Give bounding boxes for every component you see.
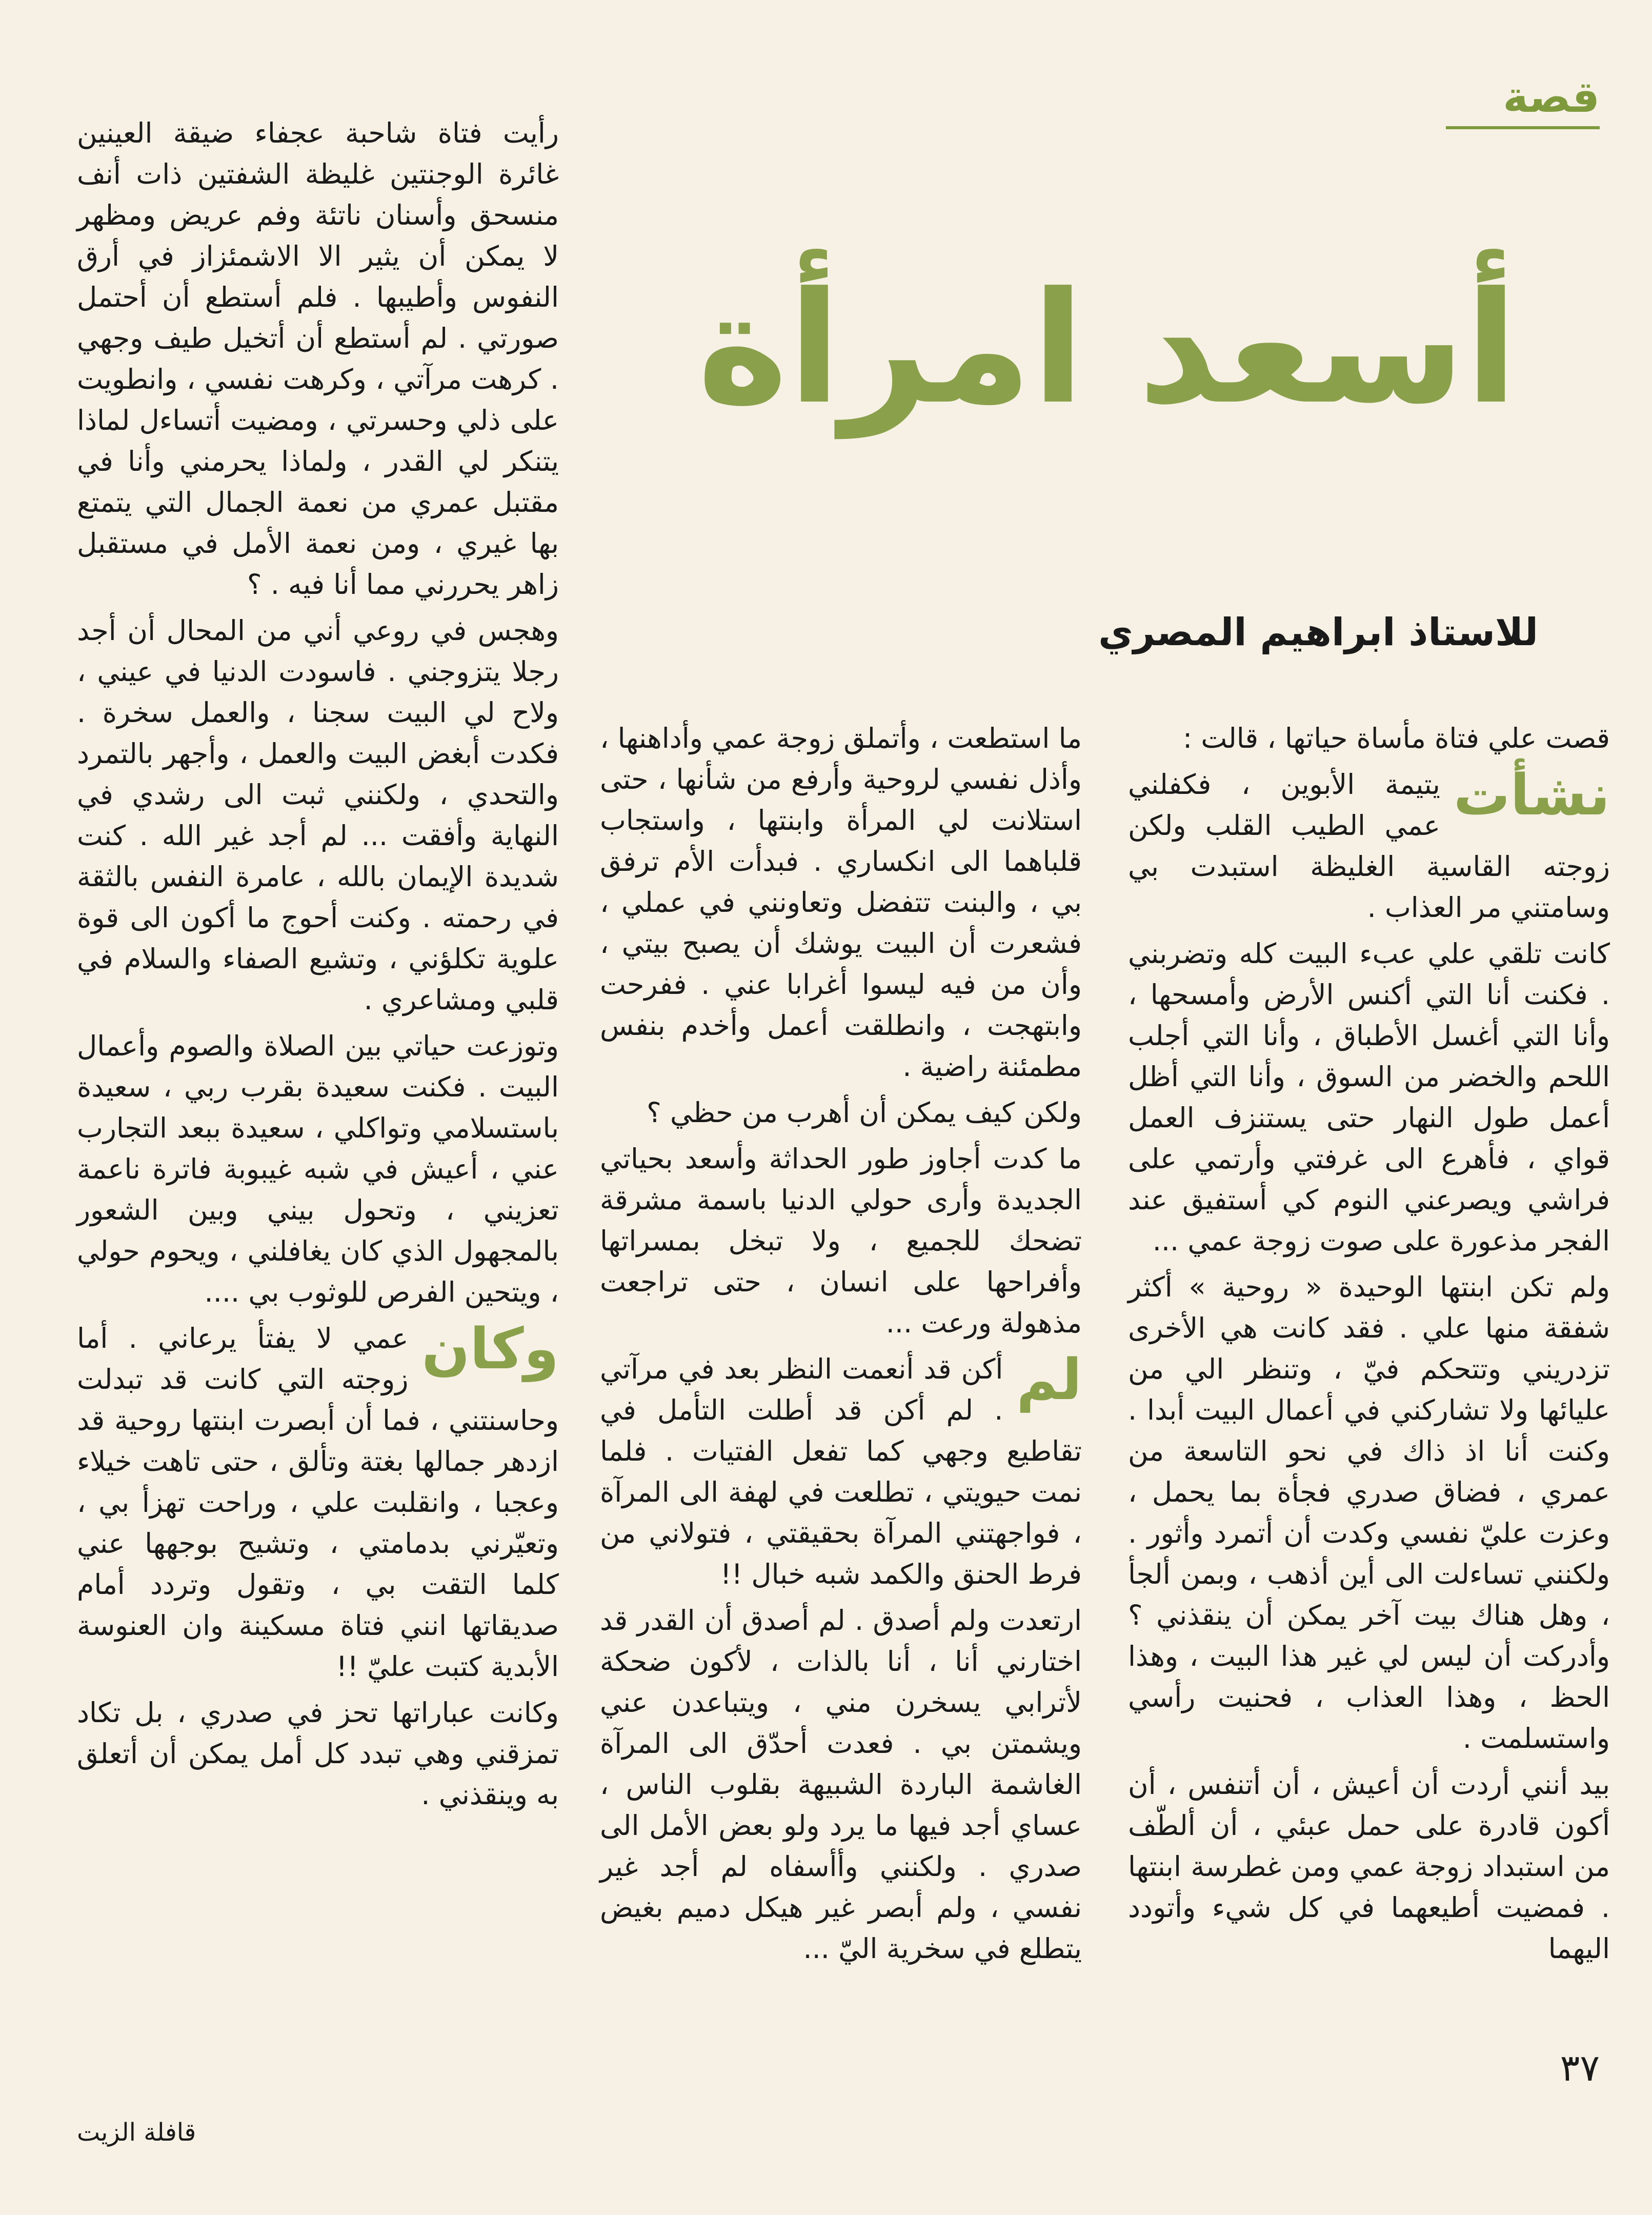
paragraph: نشأت يتيمة الأبوين ، فكفلني عمي الطيب القلب ولكن زوجته القاسية الغليظة استبدت بي وسامتني مر العذاب . (1128, 762, 1610, 924)
magazine-name-footer: قافلة الزيت (77, 2118, 196, 2147)
column-left (77, 113, 559, 1821)
page-number: ٣٧ (1560, 2046, 1600, 2089)
paragraph: قصت علي فتاة مأساة حياتها ، قالت : (1182, 722, 1610, 754)
paragraph: ما كدت أجاوز طور الحداثة وأسعد بحياتي الجديدة وأرى حولي الدنيا باسمة مشرقة تضحك للجميع ، ولا تبخل بمسراتها وأفراحها على انسان ، حتى تراجعت مذهولة ورعت ... (600, 1143, 1082, 1339)
paragraph: بيد أنني أردت أن أعيش ، أن أتنفس ، أن أكون قادرة على حمل عبئي ، أن ألطّف من استبداد زوجة عمي ومن غطرسة ابنتها . فمضيت أطيعهما في كل شيء وأتودد اليهما (1128, 1768, 1610, 1965)
dropcap-word: وكان (421, 1316, 559, 1382)
paragraph: وكانت عباراتها تحز في صدري ، بل تكاد تمزقني وهي تبدد كل أمل يمكن أن أتعلق به وينقذني . (77, 1697, 559, 1811)
paragraph: كانت تلقي علي عبء البيت كله وتضربني . فكنت أنا التي أكنس الأرض وأمسحها ، وأنا التي أغسل الأطباق ، وأنا التي أجلب اللحم والخضر من السوق ، وأنا التي أظل أعمل طول النهار حتى يستنزف العمل قواي ، فأهرع الى غرفتي وأرتمي على فراشي ويصرعني النوم كي أستفيق عند الفجر مذعورة على صوت زوجة عمي ... (1128, 937, 1610, 1257)
paragraph: وتوزعت حياتي بين الصلاة والصوم وأعمال البيت . فكنت سعيدة بقرب ربي ، سعيدة باستسلامي وتواكلي ، سعيدة ببعد التجارب عني ، أعيش في شبه غيبوبة فاترة ناعمة تعزيني ، وتحول بيني وبين الشعور بالمجهول الذي كان يغافلني ، ويحوم حولي ، ويتحين الفرص للوثوب بي .... (77, 1030, 559, 1308)
author-byline: للاستاذ ابراهيم المصري (1098, 610, 1538, 654)
paragraph: لم أكن قد أنعمت النظر بعد في مرآتي . لم أكن قد أطلت التأمل في تقاطيع وجهي كما تفعل الفتيات . فلما نمت حيويتي ، تطلعت في لهفة الى المرآة ، فواجهتني المرآة بحقيقتي ، فتولاني من فرط الحنق والكمد شبه خبال !! (600, 1347, 1082, 1590)
story-title: أسعد امرأة (697, 259, 1518, 438)
column-right (1128, 718, 1610, 1974)
dropcap-word: نشأت (1453, 762, 1610, 828)
paragraph: ولم تكن ابنتها الوحيدة « روحية » أكثر شفقة منها علي . فقد كانت هي الأخرى تزدريني وتتحكم فيّ ، وتنظر الي من عليائها ولا تشاركني في أعمال البيت أبدا . وكنت أنا اذ ذاك في نحو التاسعة من عمري ، فضاق صدري فجأة بما يحمل ، وعزت عليّ نفسي وكدت أن أتمرد وأثور . ولكنني تساءلت الى أين أذهب ، وبمن ألجأ ، وهل هناك بيت آخر يمكن أن ينقذني ؟ وأدركت أن ليس لي غير هذا البيت ، وهذا الحظ ، وهذا العذاب ، فحنيت رأسي واستسلمت . (1128, 1271, 1610, 1754)
paragraph: وهجس في روعي أني من المحال أن أجد رجلا يتزوجني . فاسودت الدنيا في عيني ، ولاح لي البيت سجنا ، والعمل سخرة . فكدت أبغض البيت والعمل ، وأجهر بالتمرد والتحدي ، ولكنني ثبت الى رشدي في النهاية وأفقت ... لم أجد غير الله . كنت شديدة الإيمان بالله ، عامرة النفس بالثقة في رحمته . وكنت أحوج ما أكون الى قوة علوية تكلؤني ، وتشيع الصفاء والسلام في قلبي ومشاعري . (77, 614, 559, 1016)
dropcap-word: لم (1016, 1347, 1082, 1412)
paragraph: ارتعدت ولم أصدق . لم أصدق أن القدر قد اختارني أنا ، أنا بالذات ، لأكون ضحكة لأترابي يسخرن مني ، ويتباعدن عني ويشمتن بي . فعدت أحدّق الى المرآة الغاشمة الباردة الشبيهة بقلوب الناس ، عساي أجد فيها ما يرد ولو بعض الأمل الى صدري . ولكنني وأأسفاه لم أجد غير نفسي ، ولم أبصر غير هيكل دميم بغيض يتطلع في سخرية اليّ ... (600, 1604, 1082, 1965)
paragraph: ما استطعت ، وأتملق زوجة عمي وأداهنها ، وأذل نفسي لروحية وأرفع من شأنها ، حتى استلانت لي المرأة وابنتها ، واستجاب قلباهما الى انكساري . فبدأت الأم ترفق بي ، والبنت تتفضل وتعاونني في عملي ، فشعرت أن البيت يوشك أن يصبح بيتي ، وأن من فيه ليسوا أغرابا عني . ففرحت وابتهجت ، وانطلقت أعمل وأخدم بنفس مطمئنة راضية . (600, 722, 1082, 1083)
paragraph: وكان عمي لا يفتأ يرعاني . أما زوجته التي كانت قد تبدلت وحاسنتني ، فما أن أبصرت ابنتها روحية قد ازدهر جمالها بغتة وتألق ، حتى تاهت خيلاء وعجبا ، وانقلبت علي ، وراحت تهزأ بي ، وتعيّرني بدمامتي ، وتشيح بوجهها عني كلما التقت بي ، وتقول وتردد أمام صديقاتها انني فتاة مسكينة وان العنوسة الأبدية كتبت عليّ !! (77, 1316, 559, 1683)
paragraph: رأيت فتاة شاحبة عجفاء ضيقة العينين غائرة الوجنتين غليظة الشفتين ذات أنف منسحق وأسنان ناتئة وفم عريض ومظهر لا يمكن أن يثير الا الاشمئزاز في أرق النفوس وأطيبها . فلم أستطع أن أحتمل صورتي . لم أستطع أن أتخيل طيف وجهي . كرهت مرآتي ، وكرهت نفسي ، وانطويت على ذلي وحسرتي ، ومضيت أتساءل لماذا يتنكر لي القدر ، ولماذا يحرمني وأنا في مقتبل عمري من نعمة الجمال التي يتمتع بها غيري ، ومن نعمة الأمل في مستقبل زاهر يحررني مما أنا فيه . ؟ (77, 117, 559, 601)
section-label: قصة (1446, 72, 1600, 122)
section-label-underline (1446, 126, 1600, 129)
column-middle (600, 718, 1082, 1974)
paragraph: ولكن كيف يمكن أن أهرب من حظي ؟ (647, 1096, 1082, 1129)
